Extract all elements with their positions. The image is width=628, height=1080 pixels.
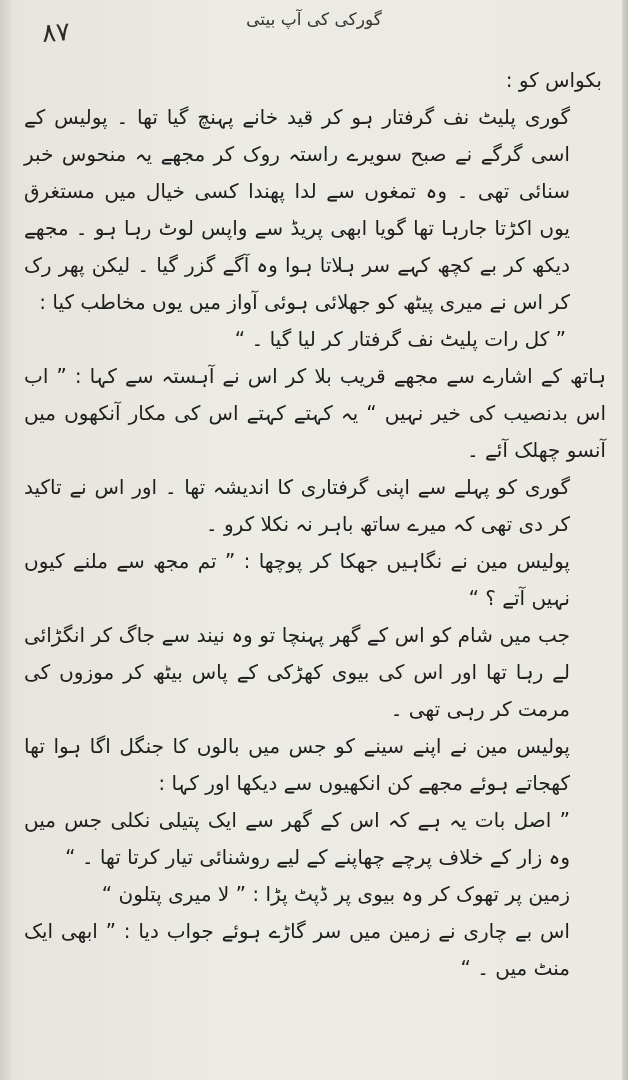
- paragraph-10: زمین پر تھوک کر وہ بیوی پر ڈپٹ پڑا : ” لا میری پتلون “: [101, 882, 570, 906]
- paragraph-6: پولیس مین نے نگاہیں جھکا کر پوچھا : ” تم مجھ سے ملنے کیوں نہیں آتے ؟ “: [24, 549, 570, 610]
- page-number: ۸۷: [40, 17, 71, 49]
- paragraph-3: ” کل رات پلیٹ نف گرفتار کر لیا گیا ۔ “: [234, 327, 566, 351]
- page-edge: [622, 0, 628, 1080]
- binding-shadow: [0, 0, 14, 1080]
- paragraph-4: ہاتھ کے اشارے سے مجھے قریب بلا کر اس نے آہستہ سے کہا : ” اب اس بدنصیب کی خیر نہیں “ یہ کہتے کہتے اس کی مکار آنکھوں میں آنسو چھلک آئے ۔: [24, 364, 606, 462]
- paragraph-11: اس بے چاری نے زمین میں سر گاڑے ہوئے جواب دیا : ” ابھی ایک منٹ میں ۔ “: [24, 919, 570, 980]
- running-head: گورکی کی آپ بیتی: [246, 10, 382, 30]
- paragraph-9: ” اصل بات یہ ہے کہ اس کے گھر سے ایک پتیلی نکلی جس میں وہ زار کے خلاف پرچے چھاپنے کے لیے روشنائی تیار کرتا تھا ۔ “: [24, 808, 570, 869]
- paragraph-5: گوری کو پہلے سے اپنی گرفتاری کا اندیشہ تھا ۔ اور اس نے تاکید کر دی تھی کہ میرے ساتھ باہر نہ نکلا کرو ۔: [24, 475, 570, 536]
- paragraph-7: جب میں شام کو اس کے گھر پہنچا تو وہ نیند سے جاگ کر انگڑائی لے رہا تھا اور اس کی بیوی کھڑکی کے پاس بیٹھ کر موزوں کی مرمت کر رہی تھی ۔: [24, 623, 570, 721]
- paragraph-2: گوری پلیٹ نف گرفتار ہو کر قید خانے پہنچ گیا تھا ۔ پولیس کے اسی گرگے نے صبح سویرے راستہ روک کر مجھے یہ منحوس خبر سنائی تھی ۔ وہ تمغوں سے لدا پھندا کسی خیال میں مستغرق یوں اکڑتا جارہا تھا گویا ابھی پریڈ سے واپس لوٹ رہا ہو ۔ مجھے دیکھ کر بے کچھ کہے سر ہلاتا ہوا وہ آگے گزر گیا ۔ لیکن پھر رک کر اس نے میری پیٹھ کو جھلائی ہوئی آواز میں یوں مخاطب کیا :: [24, 105, 570, 314]
- body-text: [24, 62, 606, 987]
- paragraph-1: بکواس کو :: [505, 68, 602, 92]
- paragraph-8: پولیس مین نے اپنے سینے کو جس میں بالوں کا جنگل اگا ہوا تھا کھجاتے ہوئے مجھے کن انکھیوں سے دیکھا اور کہا :: [24, 734, 570, 795]
